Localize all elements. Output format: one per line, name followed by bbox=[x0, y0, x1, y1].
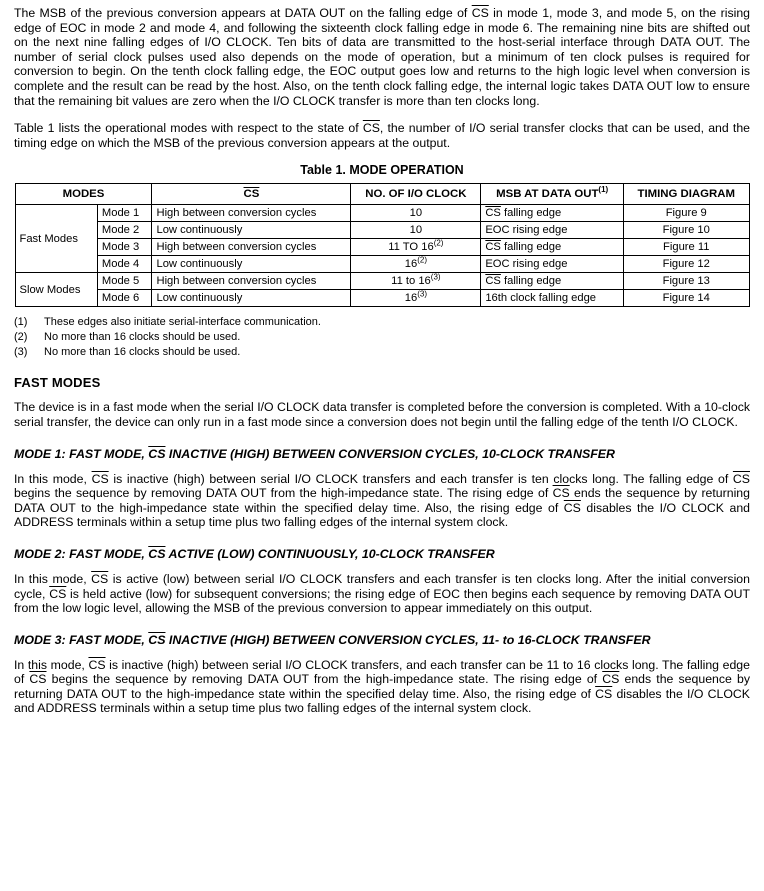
cell-cs: High between conversion cycles bbox=[152, 239, 351, 256]
mode-1-seg-5: disables the I/O CLOCK and ADDRESS terminals within a setup time plus two falling edges of the internal system clock. bbox=[14, 500, 751, 530]
cell-msb-plain: EOC rising edge bbox=[485, 224, 568, 237]
column-header-msb-note: (1) bbox=[598, 185, 609, 195]
cell-clocks-value: 10 bbox=[409, 207, 423, 220]
cell-msb-text: falling edge bbox=[500, 207, 562, 220]
cell-clocks bbox=[351, 290, 481, 307]
cell-clocks-note: (3) bbox=[417, 289, 427, 299]
cell-clocks bbox=[351, 273, 481, 290]
cell-mode: Mode 6 bbox=[97, 290, 152, 307]
table-footnotes bbox=[14, 315, 750, 359]
mode-1-seg-3: begins the sequence by removing DATA OUT from the high-impedance state. The rising edge of bbox=[14, 486, 553, 501]
footnote-item bbox=[14, 345, 750, 359]
cell-mode: Mode 2 bbox=[97, 222, 152, 239]
footnote-item bbox=[14, 330, 750, 344]
subheading-mode-2 bbox=[14, 547, 750, 562]
mode-3-seg-3: begins the sequence by removing DATA OUT from the high-impedance state. The rising edge of bbox=[46, 672, 603, 687]
table-row bbox=[15, 239, 749, 256]
table-row bbox=[15, 256, 749, 273]
cs-overline-label: CS bbox=[148, 446, 166, 461]
subheading-mode-1 bbox=[14, 447, 750, 462]
cell-msb bbox=[481, 239, 624, 256]
column-header-clock: NO. OF I/O CLOCK bbox=[351, 184, 481, 205]
cell-cs: High between conversion cycles bbox=[152, 273, 351, 290]
mode-1-seg-4: ends the sequence by returning DATA OUT to the high-impedance state within the specified delay time. Also, the rising edge of bbox=[14, 486, 750, 515]
subheading-mode-2-pre: MODE 2: FAST MODE, bbox=[14, 546, 149, 561]
subheading-mode-2-post: ACTIVE (LOW) CONTINUOUSLY, 10-CLOCK TRANSFER bbox=[165, 546, 495, 561]
cell-clocks bbox=[351, 239, 481, 256]
table-row bbox=[15, 290, 749, 307]
cs-overline-label: $\overline{CS}$ bbox=[29, 672, 47, 687]
intro-paragraph-1-text-a: The MSB of the previous conversion appears at DATA OUT on the falling edge of bbox=[14, 6, 472, 20]
section-heading-fast-modes: FAST MODES bbox=[14, 375, 101, 391]
cell-clocks-value: 16 bbox=[404, 292, 418, 305]
cs-overline-label: $\overline{CS}$ bbox=[91, 571, 109, 586]
intro-paragraph-2 bbox=[14, 121, 750, 150]
intro-paragraph-1 bbox=[14, 6, 750, 108]
cell-msb-plain: EOC rising edge bbox=[485, 258, 568, 271]
cell-mode: Mode 1 bbox=[97, 205, 152, 222]
footnote-text: No more than 16 clocks should be used. bbox=[44, 346, 241, 359]
mode-2-paragraph bbox=[14, 572, 750, 616]
cell-clocks bbox=[351, 205, 481, 222]
cell-clocks-value: 16 bbox=[404, 258, 418, 271]
table-header-row bbox=[15, 184, 749, 205]
cell-clocks-note: (3) bbox=[430, 272, 441, 282]
cell-clocks bbox=[351, 222, 481, 239]
footnote-number: (1) bbox=[14, 316, 28, 329]
cell-clocks-value: 11 TO 16 bbox=[388, 241, 434, 254]
cs-overline-label: $\overline{CS}$ bbox=[732, 471, 750, 486]
cs-overline-label: $\overline{CS}$ bbox=[602, 672, 620, 687]
cell-mode: Mode 4 bbox=[97, 256, 152, 273]
cell-clocks-note: (2) bbox=[433, 238, 444, 248]
cell-figure: Figure 10 bbox=[624, 222, 750, 239]
column-header-msb bbox=[481, 184, 624, 205]
column-header-cs bbox=[152, 184, 351, 205]
cell-cs: High between conversion cycles bbox=[152, 205, 351, 222]
cell-figure: Figure 13 bbox=[624, 273, 750, 290]
fast-modes-paragraph: The device is in a fast mode when the serial I/O CLOCK data transfer is completed before the conversion is completed. With a 10-clock serial transfer, the device can only run in a fast mode since a conversion does not begin until the falling edge of the tenth I/O CLOCK. bbox=[14, 400, 750, 429]
cs-overline-label: $\overline{CS}$ bbox=[563, 500, 581, 515]
cell-cs: Low continuously bbox=[152, 256, 351, 273]
cs-overline-label: $\overline{CS}$ bbox=[362, 121, 380, 136]
cell-clocks-value: 11 to 16 bbox=[391, 275, 431, 288]
cell-msb bbox=[481, 290, 624, 307]
intro-paragraph-1-text-b: in mode 1, mode 3, and mode 5, on the rising edge of EOC in mode 2 and mode 4, and following the sixteenth clock falling edge in mode 6. The remaining nine bits are shifted out on the next nine falling edges of I/O CLOCK. Ten bits of data are transmitted to the host-serial interface through DATA OUT. The number of serial clock pulses used also depends on the mode of operation, but a minimum of ten clock pulses is required for conversion to begin. On the tenth clock falling edge, the EOC output goes low and returns to the high logic level when conversion is complete and the result can be read by the host. Also, on the tenth clock falling edge, the internal logic takes DATA OUT low to ensure that the remaining bit values are zero when the I/O CLOCK transfer is more than ten clocks long. bbox=[14, 6, 750, 108]
subheading-mode-3 bbox=[14, 633, 750, 648]
column-header-timing: TIMING DIAGRAM bbox=[624, 184, 750, 205]
cell-clocks bbox=[351, 256, 481, 273]
mode-2-seg-1: In this mode, bbox=[14, 571, 92, 586]
table-body bbox=[15, 205, 749, 307]
subheading-mode-1-post: INACTIVE (HIGH) BETWEEN CONVERSION CYCLES, 10-CLOCK TRANSFER bbox=[165, 446, 615, 461]
table-row bbox=[15, 222, 749, 239]
cell-cs: Low continuously bbox=[152, 222, 351, 239]
table-row bbox=[15, 273, 749, 290]
column-header-modes: MODES bbox=[15, 184, 152, 205]
mode-2-seg-2: is active (low) between serial I/O CLOCK transfers and each transfer is ten clocks long. After the initial conversion cycle, bbox=[14, 571, 750, 601]
intro-paragraph-2-post: , the number of I/O serial transfer clocks that can be used, and the timing edge on which the MSB of the previous conversion appears at the output. bbox=[14, 121, 750, 150]
cell-mode: Mode 5 bbox=[97, 273, 152, 290]
table-caption: Table 1. MODE OPERATION bbox=[300, 163, 464, 178]
cs-overline-label: $\overline{CS}$ bbox=[485, 275, 501, 288]
mode-2-seg-3: is held active (low) for subsequent conversions; the rising edge of EOC then begins each sequence by removing DATA OUT from the low logic level, allowing the MSB of the previous conversion to appear immediately on this output. bbox=[14, 586, 751, 616]
cell-cs: Low continuously bbox=[152, 290, 351, 307]
cs-overline-label: $\overline{CS}$ bbox=[88, 657, 106, 672]
group-label-slow-modes: Slow Modes bbox=[15, 273, 97, 307]
intro-paragraph-2-pre: Table 1 lists the operational modes with respect to the state of bbox=[14, 121, 363, 136]
cell-figure: Figure 9 bbox=[624, 205, 750, 222]
cell-msb bbox=[481, 205, 624, 222]
subheading-mode-3-pre: MODE 3: FAST MODE, bbox=[14, 632, 149, 647]
mode-operation-table bbox=[15, 183, 750, 307]
cs-overline-label: $\overline{CS}$ bbox=[485, 241, 501, 254]
cell-msb bbox=[481, 273, 624, 290]
cs-overline-label: CS bbox=[148, 632, 166, 647]
subheading-mode-1-pre: MODE 1: FAST MODE, bbox=[14, 446, 149, 461]
cell-figure: Figure 11 bbox=[624, 239, 750, 256]
cs-overline-label: $\overline{CS}$ bbox=[595, 686, 613, 701]
footnote-text: These edges also initiate serial-interface communication. bbox=[44, 316, 321, 329]
table-row bbox=[15, 205, 749, 222]
cs-overline-label: $\overline{CS}$ bbox=[485, 207, 501, 220]
mode-1-seg-2: is inactive (high) between serial I/O CLOCK transfers and each transfer is ten clocks long. The falling edge of bbox=[108, 471, 733, 486]
cs-overline-label: $\overline{CS}$ bbox=[243, 188, 260, 201]
mode-3-seg-2: is inactive (high) between serial I/O CLOCK transfers, and each transfer can be 11 to 16 clocks long. The falling edge of bbox=[14, 657, 750, 687]
cell-msb-plain: 16th clock falling edge bbox=[485, 292, 597, 305]
group-label-fast-modes: Fast Modes bbox=[15, 205, 97, 273]
table-header bbox=[15, 184, 749, 205]
cs-overline-label: $\overline{CS}$ bbox=[471, 6, 489, 20]
mode-3-seg-1: In this mode, bbox=[14, 657, 89, 672]
footnote-number: (3) bbox=[14, 346, 28, 359]
cs-overline-label: $\overline{CS}$ bbox=[49, 586, 67, 601]
mode-3-paragraph bbox=[14, 658, 750, 716]
footnote-text: No more than 16 clocks should be used. bbox=[44, 331, 241, 344]
mode-3-seg-5: disables the I/O CLOCK and ADDRESS terminals within a setup time plus two falling edges of the internal system clock. bbox=[14, 686, 750, 716]
mode-3-seg-4: ends the sequence by returning DATA OUT to the high-impedance state within the specified delay time. Also, the rising edge of bbox=[14, 672, 750, 701]
cell-mode: Mode 3 bbox=[97, 239, 152, 256]
cs-overline-label: $\overline{CS}$ bbox=[552, 486, 570, 501]
subheading-mode-3-post: INACTIVE (HIGH) BETWEEN CONVERSION CYCLES, 11- to 16-CLOCK TRANSFER bbox=[165, 632, 651, 647]
footnote-item bbox=[14, 315, 750, 329]
mode-1-seg-1: In this mode, bbox=[14, 471, 92, 486]
cs-overline-label: CS bbox=[148, 546, 166, 561]
cell-msb bbox=[481, 222, 624, 239]
cell-msb-text: falling edge bbox=[500, 241, 562, 254]
cs-overline-label: $\overline{CS}$ bbox=[91, 471, 109, 486]
cell-msb bbox=[481, 256, 624, 273]
column-header-msb-text: MSB AT DATA OUT bbox=[496, 188, 599, 201]
cell-msb-text: falling edge bbox=[500, 275, 562, 288]
cell-figure: Figure 12 bbox=[624, 256, 750, 273]
footnote-number: (2) bbox=[14, 331, 28, 344]
mode-1-paragraph bbox=[14, 472, 750, 530]
cell-figure: Figure 14 bbox=[624, 290, 750, 307]
cell-clocks-note: (2) bbox=[417, 255, 427, 265]
cell-clocks-value: 10 bbox=[409, 224, 423, 237]
